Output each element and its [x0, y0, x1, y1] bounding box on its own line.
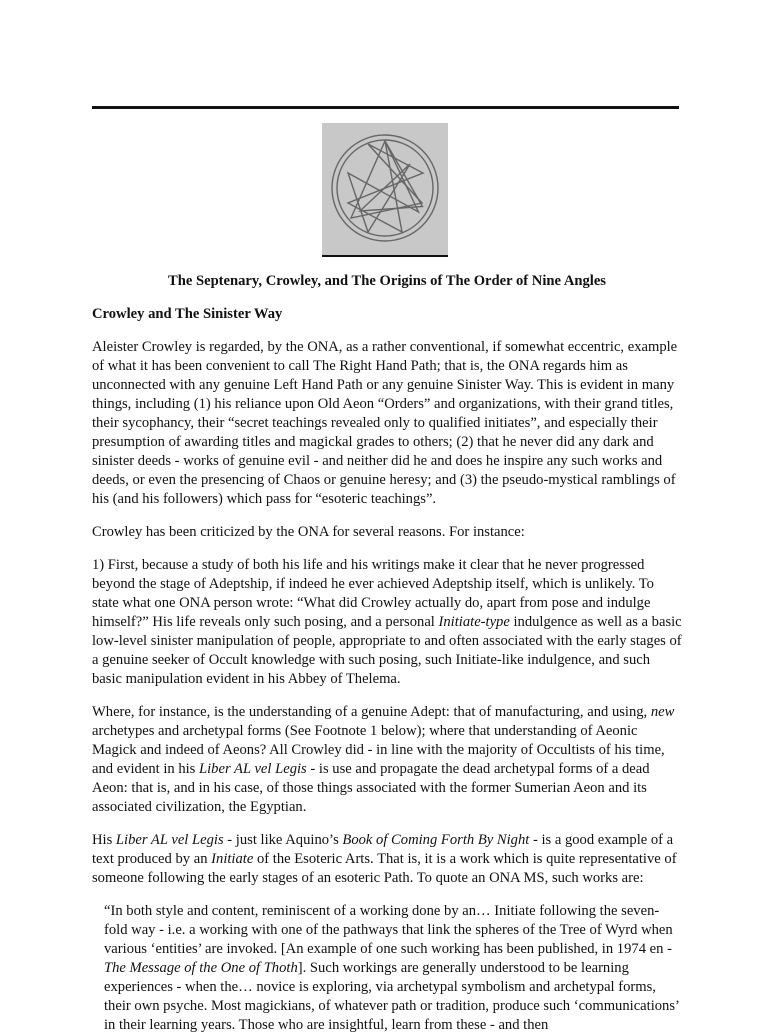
block-quote: “In both style and content, reminiscent of a working done by an… Initiate following the seven-fold way - i.e. a working with one of the pathways that link the spheres of the Tree of Wyrd when various ‘entities’ are invoked. [An example of one such working has been published, in 1974 en - The Message of the One of Thoth]. Such workings are generally understood to be learning experiences - when the… novice is exploring, via archetypal symbolism and archetypal forms, their own psyche. Most magickians, of whatever path or tradition, produce such ‘communications’ in their learning years. Those who are insightful, learn from these - and then — [104, 903, 679, 1033]
paragraph-2: Crowley has been criticized by the ONA for several reasons. For instance: — [92, 524, 525, 540]
paragraph-1: Aleister Crowley is regarded, by the ONA, as a rather conventional, if somewhat eccentric, example of what it has been convenient to call The Right Hand Path; that is, the ONA regards him as unconnected with any genuine Left Hand Path or any genuine Sinister Way. This is evident in many things, including (1) his reliance upon Old Aeon “Orders” and organizations, with their grand titles, their sycophancy, their “secret teachings revealed only to qualified initiates”, and especially their presumption of awarding titles and magickal grades to others; (2) that he never did any dark and sinister deeds - works of genuine evil - and neither did he and does he inspire any such works and deeds, or even the presencing of Chaos or genuine heresy; and (3) the pseudo-mystical ramblings of his (and his followers) which pass for “esoteric teachings”. — [92, 339, 678, 507]
document-body — [92, 272, 682, 1035]
header-rule — [92, 106, 679, 109]
paragraph-4: Where, for instance, is the understanding of a genuine Adept: that of manufacturing, and using, new archetypes and archetypal forms (See Footnote 1 below); where that understanding of Aeonic Magick and indeed of Aeons? All Crowley did - in line with the majority of Occultists of his time, and evident in his Liber AL vel Legis - is use and propagate the dead archetypal forms of a dead Aeon: that is, and in his case, of those things associated with the former Sumerian Aeon and its associated civilization, the Egyptian. — [92, 704, 675, 815]
nine-angles-heptagram-icon — [322, 123, 448, 253]
section-heading: Crowley and The Sinister Way — [92, 306, 283, 322]
emblem-image — [322, 123, 448, 257]
paragraph-5: His Liber AL vel Legis - just like Aquino’s Book of Coming Forth By Night - is a good example of a text produced by an Initiate of the Esoteric Arts. That is, it is a work which is quite representative of someone following the early stages of an esoteric Path. To quote an ONA MS, such works are: — [92, 832, 677, 886]
paragraph-3: 1) First, because a study of both his life and his writings make it clear that he never progressed beyond the stage of Adeptship, if indeed he ever achieved Adeptship itself, which is unlikely. To state what one ONA person wrote: “What did Crowley actually do, apart from pose and indulge himself?” His life reveals only such posing, and a personal Initiate-type indulgence as well as a basic low-level sinister manipulation of people, appropriate to and often associated with the early stages of a genuine seeker of Occult knowledge with such posing, such Initiate-like indulgence, and such basic manipulation evident in his Abbey of Thelema. — [92, 557, 682, 687]
document-title: The Septenary, Crowley, and The Origins of The Order of Nine Angles — [168, 273, 606, 289]
